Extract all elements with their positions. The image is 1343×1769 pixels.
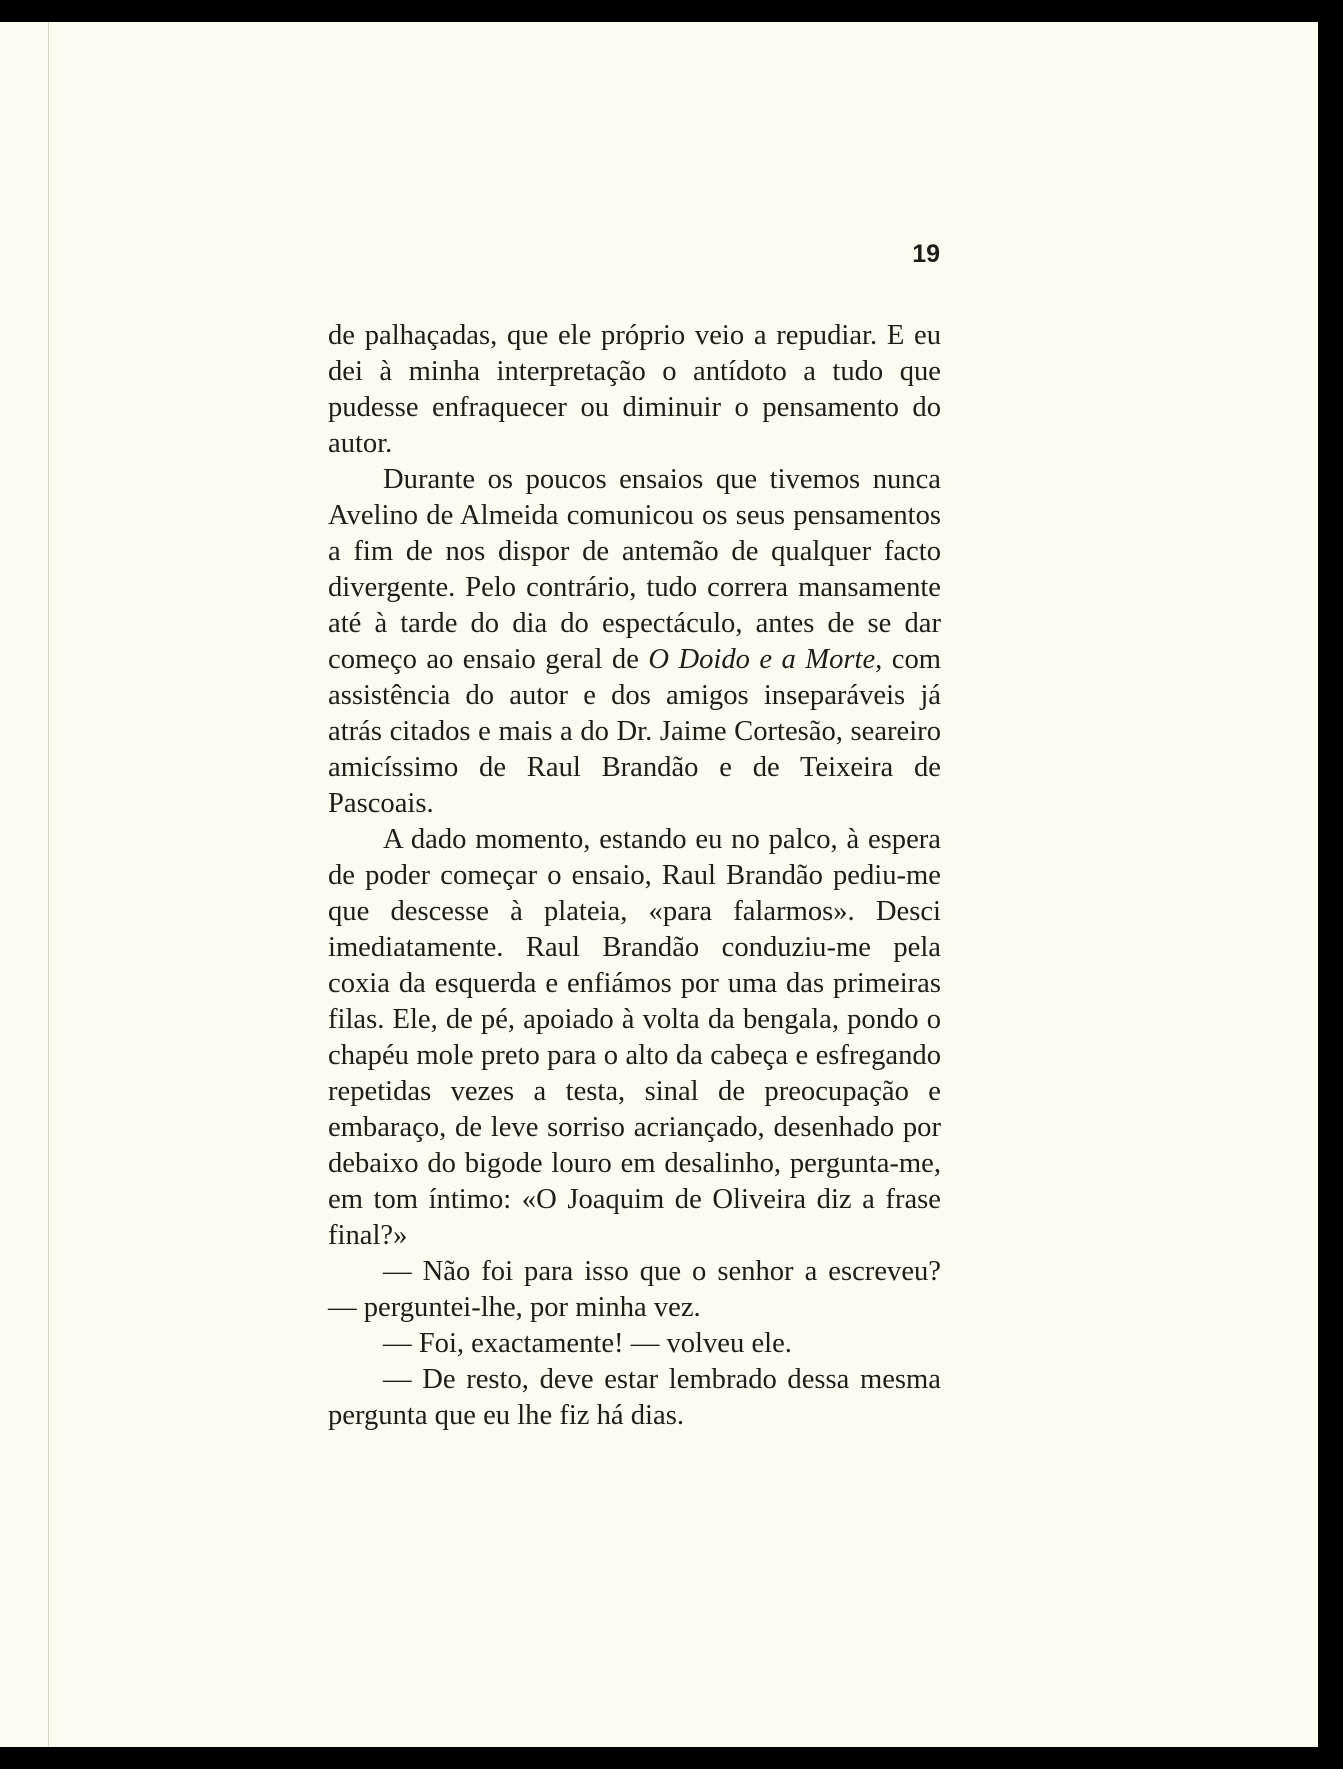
dialogue-line-1: — Não foi para isso que o senhor a escreveu? — perguntei-lhe, por minha vez. <box>328 1256 941 1323</box>
book-page <box>0 22 1318 1747</box>
paragraph-1: de palhaçadas, que ele próprio veio a repudiar. E eu dei à minha interpretação o antídoto a tudo que pudesse enfraquecer ou diminuir o pensamento do autor. <box>328 320 941 459</box>
paragraph-2-text-before-title: Durante os poucos ensaios que tivemos nunca Avelino de Almeida comunicou os seus pensamentos a fim de nos dispor de antemão de qualquer facto divergente. Pelo contrário, tudo correra mansamente até à tarde do dia do espectáculo, antes de se dar começo ao ensaio geral de <box>328 464 941 675</box>
dialogue-line-2: — Foi, exactamente! — volveu ele. <box>383 1328 792 1359</box>
page-number: 19 <box>912 240 940 268</box>
paragraph-3: A dado momento, estando eu no palco, à espera de poder começar o ensaio, Raul Brandão pediu-me que descesse à plateia, «para falarmos». Desci imediatamente. Raul Brandão conduziu-me pela coxia da esquerda e enfiámos por uma das primeiras filas. Ele, de pé, apoiado à volta da bengala, pondo o chapéu mole preto para o alto da cabeça e esfregando repetidas vezes a testa, sinal de preocupação e embaraço, de leve sorriso acriançado, desenhado por debaixo do bigode louro em desalinho, pergunta-me, em tom íntimo: «O Joaquim de Oliveira diz a frase final?» <box>328 824 941 1251</box>
paragraph-2-text-after-title: , com assistência do autor e dos amigos inseparáveis já atrás citados e mais a do Dr. Jaime Cortesão, seareiro amicíssimo de Raul Brandão e de Teixeira de Pascoais. <box>328 644 941 819</box>
play-title: O Doido e a Morte <box>648 644 876 675</box>
page-edge-shadow <box>48 22 49 1747</box>
paragraph-2 <box>328 462 941 822</box>
dialogue-line-3: — De resto, deve estar lembrado dessa mesma pergunta que eu lhe fiz há dias. <box>328 1364 941 1431</box>
text-body <box>328 318 941 1434</box>
